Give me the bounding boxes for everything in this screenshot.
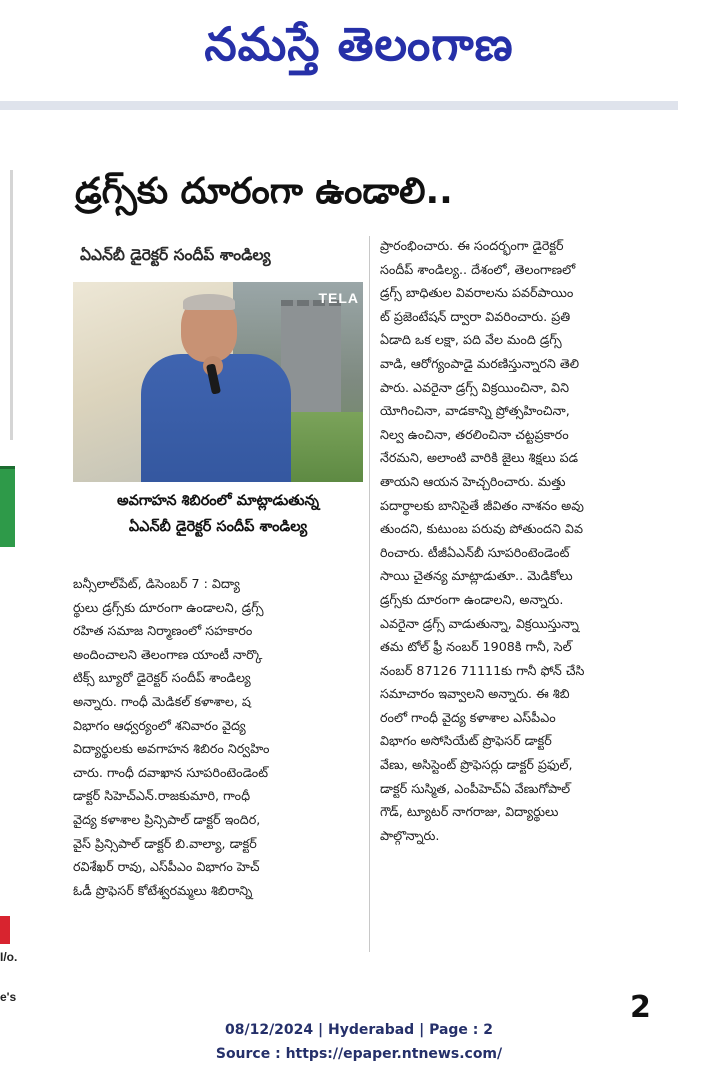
body-line: డాక్టర్ సిహెచ్ఎన్.రాజకుమారి, గాంధీ <box>73 788 251 804</box>
body-line: తాయని ఆయన హెచ్చరించారు. మత్తు <box>380 473 566 489</box>
body-line: ట్ ప్రజెంటేషన్ ద్వారా వివరించారు. ప్రతి <box>380 308 571 324</box>
body-line: నేరమని, అలాంటి వారికి జైలు శిక్షలు పడ <box>380 450 578 466</box>
page-footer <box>0 1018 718 1066</box>
masthead <box>0 0 718 100</box>
adjacent-ad-green <box>0 466 15 547</box>
body-line: సందీప్ శాండిల్య.. దేశంలో, తెలంగాణలో <box>380 261 576 277</box>
article-headline: డ్రగ్స్‌కు దూరంగా ఉండాలి.. <box>75 171 453 212</box>
adjacent-text-fragment: e's <box>0 990 17 1004</box>
body-line: డ్రగ్స్ బాధితుల వివరాలను పవర్‌పాయిం <box>380 285 574 301</box>
masthead-rule <box>0 101 678 110</box>
body-line: ఓడీ ప్రొఫెసర్ కోటేశ్వరమ్మలు శిబిరాన్ని <box>73 882 253 898</box>
body-line: తుందని, కుటుంబ పరువు పోతుందని వివ <box>380 521 583 537</box>
body-line: ఎవరైనా డ్రగ్స్ వాడుతున్నా, విక్రయిస్తున్నా <box>380 615 579 631</box>
caption-line: అవగాహన శిబిరంలో మాట్లాడుతున్న <box>116 493 320 509</box>
body-line: గౌడ్, ట్యూటర్ నాగరాజు, విద్యార్థులు <box>380 804 559 820</box>
body-line: తమ టోల్ ఫ్రీ నంబర్ 1908కి గానీ, సెల్ <box>380 639 572 655</box>
footer-date-location: 08/12/2024 | Hyderabad | Page : 2 <box>224 1022 494 1038</box>
body-line: విద్యార్థులకు అవగాహన శిబిరం నిర్వహిం <box>73 741 270 757</box>
next-page-number-fragment: 2 <box>630 990 651 1025</box>
body-line: సాయి చైతన్య మాట్లాడుతూ.. మెడికోలు <box>380 568 573 584</box>
speaker-hair <box>183 294 235 310</box>
column-divider <box>369 236 370 952</box>
newspaper-title: నమస్తే తెలంగాణ <box>204 17 514 71</box>
body-line: టిక్స్ బ్యూరో డైరెక్టర్ సందీప్ శాండిల్య <box>73 670 251 686</box>
body-line: చారు. గాంధీ దవాఖాన సూపరింటెండెంట్ <box>73 764 269 780</box>
body-line: రంలో గాంధీ వైద్య కళాశాల ఎస్‌పీఎం <box>380 709 556 725</box>
body-line: వైస్ ప్రిన్సిపాల్ డాక్టర్ బి.వాల్యా, డాక్టర్ <box>73 835 257 851</box>
body-line: బన్సీలాల్‌పేట్, డిసెంబర్ 7 : విద్యా <box>73 576 240 591</box>
body-line: అన్నారు. గాంధీ మెడికల్ కళాశాల, ష <box>73 693 251 709</box>
adjacent-ad-red <box>0 916 10 944</box>
speaker-photo <box>73 282 363 482</box>
body-line: ఏడాది ఒక లక్షా, పది వేల మంది డ్రగ్స్ <box>380 332 562 348</box>
body-line: సమాచారం ఇవ్వాలని అన్నారు. ఈ శిబి <box>380 686 570 702</box>
body-line: విభాగం అసోసియేట్ ప్రొఫెసర్ డాక్టర్ <box>380 733 552 749</box>
body-line: యోగించినా, వాడకాన్ని ప్రోత్సహించినా, <box>380 403 570 419</box>
body-line: అందించాలని తెలంగాణ యాంటీ నార్కొ <box>73 646 263 662</box>
footer-source-link[interactable]: Source : https://epaper.ntnews.com/ <box>215 1046 503 1062</box>
body-line: వైద్య కళాశాల ప్రిన్సిపాల్ డాక్టర్ ఇందిర, <box>73 811 261 827</box>
body-line: డ్రగ్స్‌కు దూరంగా ఉండాలని, అన్నారు. <box>380 591 564 607</box>
body-line: రవిశేఖర్ రావు, ఎస్‌పీఎం విభాగం హెచ్ <box>73 859 260 875</box>
adjacent-column-rule <box>10 170 13 440</box>
photo-caption <box>73 488 363 540</box>
adjacent-text-fragment: I/o. <box>0 950 18 964</box>
body-line: పారు. ఎవరైనా డ్రగ్స్ విక్రయించినా, విని <box>380 379 569 395</box>
article-byline: ఏఎన్‌బీ డైరెక్టర్ సందీప్ శాండిల్య <box>80 246 271 264</box>
body-line: డాక్టర్ సుస్మిత, ఎంపీహెచ్ఏ వేణుగోపాల్ <box>380 780 571 796</box>
body-line: రహిత సమాజ నిర్మాణంలో సహకారం <box>73 623 253 639</box>
body-line: రించారు. టీజీఏఎన్‌బీ సూపరింటెండెంట్ <box>380 544 570 560</box>
article-body-right-column <box>380 234 680 847</box>
article-body-left-column <box>73 572 365 902</box>
body-line: వాడి, ఆరోగ్యంపాడై మరణిస్తున్నారని తెలి <box>380 355 580 371</box>
body-line: పదార్థాలకు బానిసైతే జీవితం నాశనం అవు <box>380 497 584 513</box>
body-line: వేణు, అసిస్టెంట్ ప్రొఫెసర్లు డాక్టర్ ప్రఫుల్, <box>380 757 573 773</box>
body-line: ప్రారంభించారు. ఈ సందర్భంగా డైరెక్టర్ <box>380 238 564 253</box>
body-line: విభాగం ఆధ్వర్యంలో శనివారం వైద్య <box>73 717 246 733</box>
caption-line: ఏఎన్‌బీ డైరెక్టర్ సందీప్ శాండిల్య <box>128 519 308 535</box>
photo-sign-text: TELA <box>318 290 359 306</box>
body-line: పాల్గొన్నారు. <box>380 827 440 843</box>
body-line: నిల్వ ఉంచినా, తరలించినా చట్టప్రకారం <box>380 426 569 442</box>
body-line: నంబర్ 87126 71111కు గానీ ఫోన్ చేసి <box>380 662 585 678</box>
body-line: ర్థులు డ్రగ్స్‌కు దూరంగా ఉండాలని, డ్రగ్స్ <box>73 599 264 615</box>
